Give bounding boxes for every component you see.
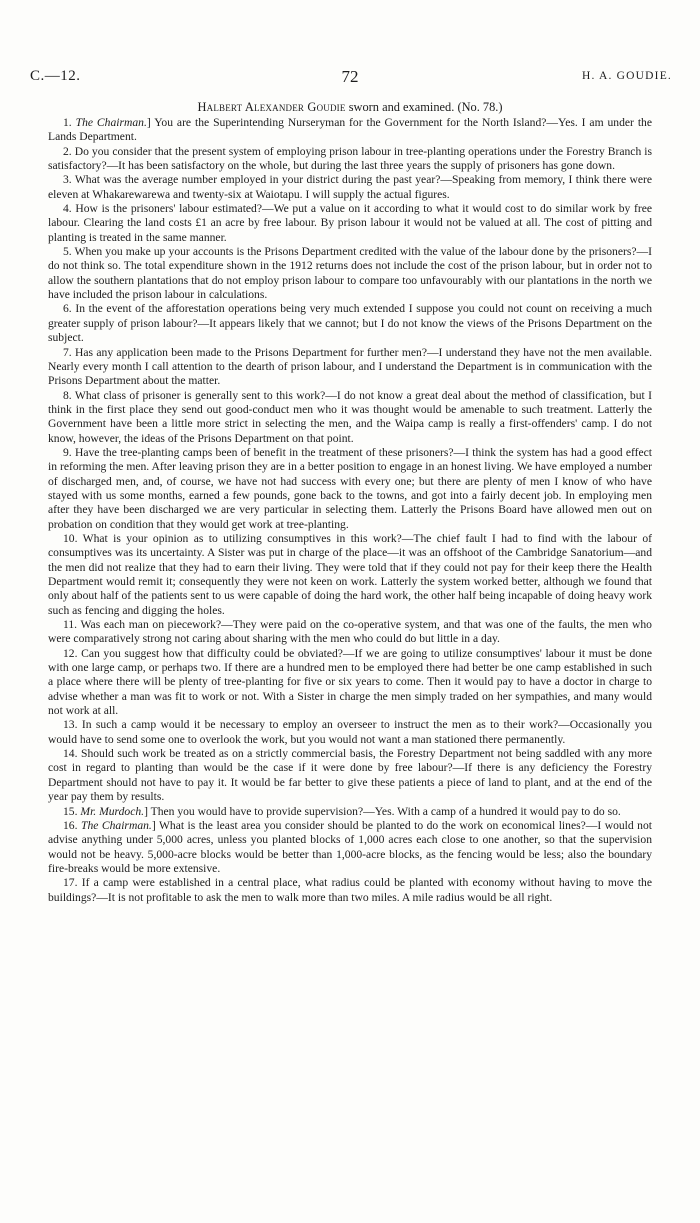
question-paragraph	[48, 647, 652, 719]
question-text: In the event of the afforestation operations being very much extended I suppose you could not count on receiving a much greater supply of prison labour?—It appears likely that we cannot; but I do not know the views of the Prisons Department on the subject.	[48, 302, 652, 345]
question-number: 1.	[63, 116, 72, 129]
question-number: 14.	[63, 747, 78, 761]
witness-running-head: H. A. GOUDIE.	[581, 70, 672, 82]
question-paragraph	[48, 173, 652, 202]
question-paragraph	[48, 718, 652, 747]
question-text: What class of prisoner is generally sent to this work?—I do not know a great deal about the method of classification, but I think in the first place they send out good-conduct men who it was thought would be amenable to such treatment. Latterly the Government have been a little more strict in selecting the men, and the Waipa camp is really a first-offenders' camp. I do not know, however, the ideas of the Prisons Department on that point.	[48, 388, 652, 445]
question-paragraph	[48, 145, 652, 174]
question-number: 12.	[63, 646, 78, 660]
question-number: 5.	[63, 245, 72, 259]
page-number: 72	[341, 67, 359, 86]
witness-heading	[0, 100, 700, 115]
question-number: 11.	[63, 618, 78, 632]
question-text: What is your opinion as to utilizing consumptives in this work?—The chief fault I had to find with the labour of consumptives was its uncertainty. A Sister was put in charge of the place—it was an offshoot of the Cambridge Sanatorium—and the men did not realize that they had to earn their living. They were told that if they could not pay for their keep there the Health Department would remit it; consequently they were not keen on work. Latterly the system worked better, although we found that only about half of the patients sent to us were capable of doing the hard work, the other half being incapable of doing heavy work such as fencing and digging the holes.	[48, 531, 652, 617]
question-number: 17.	[63, 876, 78, 890]
question-text: Can you suggest how that difficulty could be obviated?—If we are going to utilize consumptives' labour it must be done with one large camp, or perhaps two. If there are a hundred men to be employed there had better be one camp established in such a place where there will be plenty of tree-planting for five or six years to come. Then it would pay to have a doctor in charge to advise whether a man was fit to work or not. With a Sister in charge the men simply traded on her sympathies, and many would not work at all.	[48, 646, 652, 718]
witness-heading-text: sworn and examined.	[348, 100, 455, 114]
paper-reference: C.—12.	[30, 68, 81, 84]
speaker-name: The Chairman.	[81, 818, 152, 832]
question-number: 16.	[63, 818, 78, 832]
question-paragraph	[48, 202, 652, 245]
question-paragraph	[48, 819, 652, 876]
question-paragraph	[48, 805, 652, 819]
question-number: 13.	[63, 718, 78, 732]
question-text: If a camp were established in a central place, what radius could be planted with economy without having to move the buildings?—It is not profitable to ask the men to walk more than two miles. A mile radius would be all right.	[48, 876, 653, 904]
question-text: ] What is the least area you consider should be planted to do the work on economical lines?—I would not advise anything under 5,000 acres, unless you planted blocks of 1,000 acres each close to one another, so that the supervision would not be heavy. 5,000-acre blocks would be better than 1,000-acre blocks, as the fencing would be less; also the boundary fire-breaks would be more extensive.	[48, 818, 652, 875]
question-number: 9.	[63, 445, 72, 459]
question-number: 15.	[63, 804, 78, 818]
question-number: 8.	[63, 388, 72, 402]
question-number: 10.	[63, 531, 78, 545]
question-text: In such a camp would it be necessary to employ an overseer to instruct the men as to their work?—Occasionally you would have to send some one to overlook the work, but you would not want a man stationed there permanently.	[48, 718, 652, 746]
page-header	[28, 68, 672, 88]
question-text: When you make up your accounts is the Prisons Department credited with the value of the labour done by the prisoners?—I do not think so. The total expenditure shown in the 1912 returns does not include the cost of the prison labour, but in order not to allow the southern plantations that do not employ prison labour to compare too unfavourably with our plantations in the north we have included the prison labour in calculations.	[48, 245, 652, 302]
question-number: 4.	[63, 202, 72, 216]
question-paragraph	[48, 618, 652, 647]
question-text: ] Then you would have to provide supervision?—Yes. With a camp of a hundred it would pay to do so.	[144, 804, 621, 818]
speaker-name: Mr. Murdoch.	[80, 804, 145, 818]
question-paragraph	[48, 346, 652, 389]
question-paragraph	[48, 747, 652, 804]
question-text: How is the prisoners' labour estimated?—We put a value on it according to what it would cost to do similar work by free labour. Clearing the land costs £1 an acre by free labour. By prison labour it would not be valued at all. The cost of pitting and planting is treated in the same manner.	[48, 202, 652, 244]
question-text: Have the tree-planting camps been of benefit in the treatment of these prisoners?—I think the system has had a good effect in reforming the men. After leaving prison they are in a better position to engage in an honest living. We have employed a number of discharged men, and, of course, we have not had success with every one; but there are plenty of men I know of who have stayed with us some months, earned a few pounds, gone back to the towns, and got into a fairly decent job. In employing men after they have been discharged we are very particular in selecting them. Latterly the Prisons Board have allowed men out on probation on condition that they would get work at tree-planting.	[48, 445, 652, 531]
question-number: 3.	[63, 173, 72, 187]
question-number: 7.	[63, 345, 72, 359]
question-text: Was each man on piecework?—They were paid on the co-operative system, and that was one of the faults, the men who were comparatively strong not caring about sharing with the men who could do but little in a day.	[48, 618, 652, 646]
testimony-body	[48, 116, 652, 905]
question-text: Do you consider that the present system of employing prison labour in tree-planting operations under the Forestry Branch is satisfactory?—It has been satisfactory on the whole, but during the last three years the supply of prisoners has gone down.	[48, 144, 652, 173]
question-paragraph	[48, 116, 652, 145]
question-paragraph	[48, 389, 652, 446]
question-paragraph	[48, 302, 652, 345]
question-number: 6.	[63, 302, 72, 316]
question-text: Has any application been made to the Prisons Department for further men?—I understand they have not the men available. Nearly every month I call attention to the dearth of prison labour, and I understand the Department is in communication with the Prisons Department about the matter.	[48, 345, 653, 388]
question-text: What was the average number employed in your district during the past year?—Speaking from memory, I think there were eleven at Whakarewarewa and twenty-six at Waiotapu. I will supply the actual figures.	[48, 173, 652, 201]
witness-name: Halbert Alexander Goudie	[197, 100, 346, 114]
question-text: ] You are the Superintending Nurseryman for the Government for the North Island?—Yes. I am under the Lands Department.	[48, 116, 652, 144]
question-paragraph	[48, 532, 652, 618]
question-paragraph	[48, 876, 652, 905]
question-paragraph	[48, 245, 652, 302]
witness-number: (No. 78.)	[457, 100, 503, 114]
speaker-name: The Chairman.	[75, 116, 147, 129]
question-paragraph	[48, 446, 652, 532]
question-number: 2.	[63, 144, 72, 158]
question-text: Should such work be treated as on a strictly commercial basis, the Forestry Department not being saddled with any more cost in regard to planting than would be the case if it were done by free labour?—If there is any deficiency the Forestry Department should not have to pay it. It would be far better to give these patients a piece of land to plant, and at the end of the year pay them by results.	[48, 747, 652, 804]
